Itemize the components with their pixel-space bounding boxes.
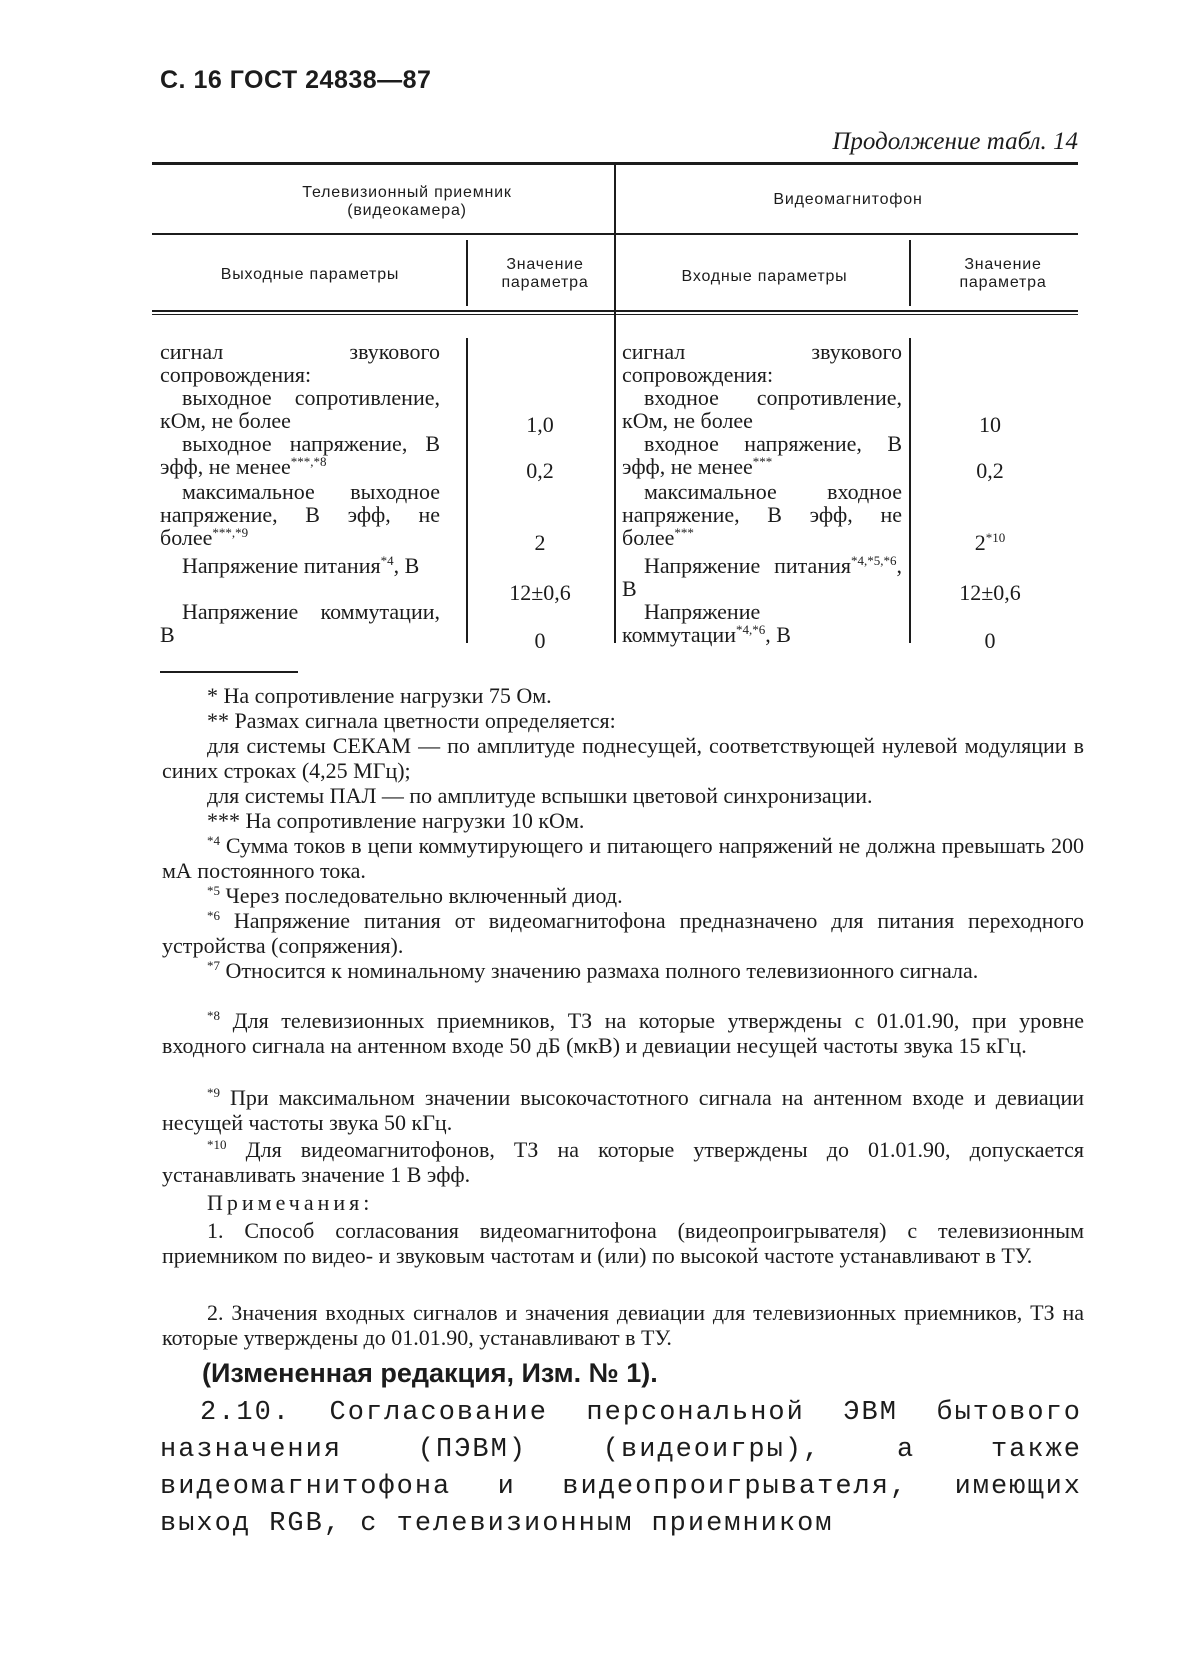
left-row-supply-voltage: Напряжение питания$^{*4}$, В — [182, 553, 420, 578]
footnote-3: *** На сопротивление нагрузки 10 кОм. — [207, 808, 585, 833]
right-row-switching-voltage: Напряжение коммутации$^{*4,*6}$, В — [622, 599, 791, 647]
left-row-max-output-voltage: максимальное выходное напряжение, В эфф, не более$^{***,*9}$ — [160, 479, 440, 550]
table-header-rule — [152, 310, 1078, 312]
footnote-5: $^{*5}$ Через последовательно включенный диод. — [207, 883, 623, 908]
table-header-rule-2 — [152, 314, 1078, 315]
right-value-input-resistance: 10 — [979, 412, 1001, 437]
left-row-output-resistance: выходное сопротивление, кОм, не более — [160, 385, 440, 433]
footnote-6: $^{*6}$ Напряжение питания от видеомагнитофона предназначено для питания переходного устройства (сопряжения). — [162, 908, 1084, 958]
footnote-separator — [160, 671, 298, 673]
footnote-9: $^{*9}$ При максимальном значении высокочастотного сигнала на антенном входе и девиации несущей частоты звука 50 кГц. — [162, 1085, 1084, 1135]
right-params-header: Входные параметры — [681, 268, 848, 285]
right-row-max-input-voltage: максимальное входное напряжение, В эфф, не более*** — [622, 479, 902, 550]
footnote-10: $^{*10}$ Для видеомагнитофонов, ТЗ на которые утверждены до 01.01.90, допускается устанавливать значение 1 В эфф. — [162, 1137, 1085, 1187]
right-value-input-voltage: 0,2 — [976, 458, 1004, 483]
footnote-1: * На сопротивление нагрузки 75 Ом. — [207, 683, 552, 708]
table-center-divider — [614, 165, 616, 643]
right-value-supply-voltage: 12±0,6 — [959, 580, 1021, 605]
left-value-supply-voltage: 12±0,6 — [509, 580, 571, 605]
footnote-2-secam: для системы СЕКАМ — по амплитуде поднесущей, соответствующей нулевой модуляции в синих строках (4,25 МГц); — [162, 733, 1084, 783]
table-body-right-value-divider — [909, 338, 911, 643]
left-section-title: сигнал звукового сопровождения: — [160, 339, 440, 387]
right-value-switching-voltage: 0 — [984, 628, 996, 653]
table-body-left-value-divider — [466, 338, 468, 643]
table-left-value-divider — [466, 240, 468, 306]
right-row-input-voltage: входное напряжение, В эфф, не менее*** — [622, 431, 902, 479]
left-value-header: Значение параметра — [501, 256, 589, 291]
left-row-switching-voltage: Напряжение коммутации, В — [160, 599, 440, 647]
page-reference: С. 16 ГОСТ 24838—87 — [160, 66, 432, 94]
left-value-output-voltage: 0,2 — [526, 458, 554, 483]
right-row-supply-voltage: Напряжение питания$^{*4,*5,*6}$, В — [622, 553, 902, 601]
footnote-2-pal: для системы ПАЛ — по амплитуде вспышки цветовой синхронизации. — [207, 783, 873, 808]
note-1: 1. Способ согласования видеомагнитофона (видеопроигрывателя) с телевизионным приемником по видео- и звуковым частотам и (или) по высокой частоте устанавливают в ТУ. — [162, 1218, 1084, 1268]
left-group-header: Телевизионный приемник (видеокамера) — [302, 184, 512, 219]
right-group-header: Видеомагнитофон — [773, 191, 923, 208]
right-value-max-input-voltage: 2$^{*10}$ — [974, 530, 1006, 555]
footnote-8: $^{*8}$ Для телевизионных приемников, ТЗ на которые утверждены с 01.01.90, при уровне входного сигнала на антенном входе 50 дБ (мкВ) и девиации несущей частоты звука 15 кГц. — [162, 1008, 1085, 1058]
right-row-input-resistance: входное сопротивление, кОм, не более — [622, 385, 902, 433]
left-value-output-resistance: 1,0 — [526, 412, 554, 437]
table-group-rule — [152, 233, 1078, 235]
note-2: 2. Значения входных сигналов и значения девиации для телевизионных приемников, ТЗ на которые утверждены до 01.01.90, устанавливают в ТУ. — [162, 1300, 1084, 1350]
right-section-title: сигнал звукового сопровождения: — [622, 339, 902, 387]
left-value-max-output-voltage: 2 — [534, 530, 546, 555]
notes-title: Примечания: — [207, 1190, 374, 1215]
footnote-7: $^{*7}$ Относится к номинальному значению размаха полного телевизионного сигнала. — [207, 958, 979, 983]
section-2-10-paragraph: 2.10. Согласование персональной ЭВМ бытового назначения (ПЭВМ) (видеоигры), а также видеомагнитофона и видеопроигрывателя, имеющих выход RGB, с телевизионным приемником — [160, 1398, 1082, 1539]
table-right-value-divider — [909, 240, 911, 306]
amendment-note: (Измененная редакция, Изм. № 1). — [202, 1358, 658, 1388]
left-row-output-voltage: выходное напряжение, В эфф, не менее$^{***,*8}$ — [160, 431, 440, 479]
table-continuation-caption: Продолжение табл. 14 — [832, 128, 1078, 155]
footnote-2: ** Размах сигнала цветности определяется: — [207, 708, 616, 733]
left-value-switching-voltage: 0 — [534, 628, 546, 653]
footnote-4: $^{*4}$ Сумма токов в цепи коммутирующего и питающего напряжений не должна превышать 200 мА постоянного тока. — [162, 833, 1084, 883]
right-value-header: Значение параметра — [959, 256, 1047, 291]
left-params-header: Выходные параметры — [220, 266, 400, 283]
